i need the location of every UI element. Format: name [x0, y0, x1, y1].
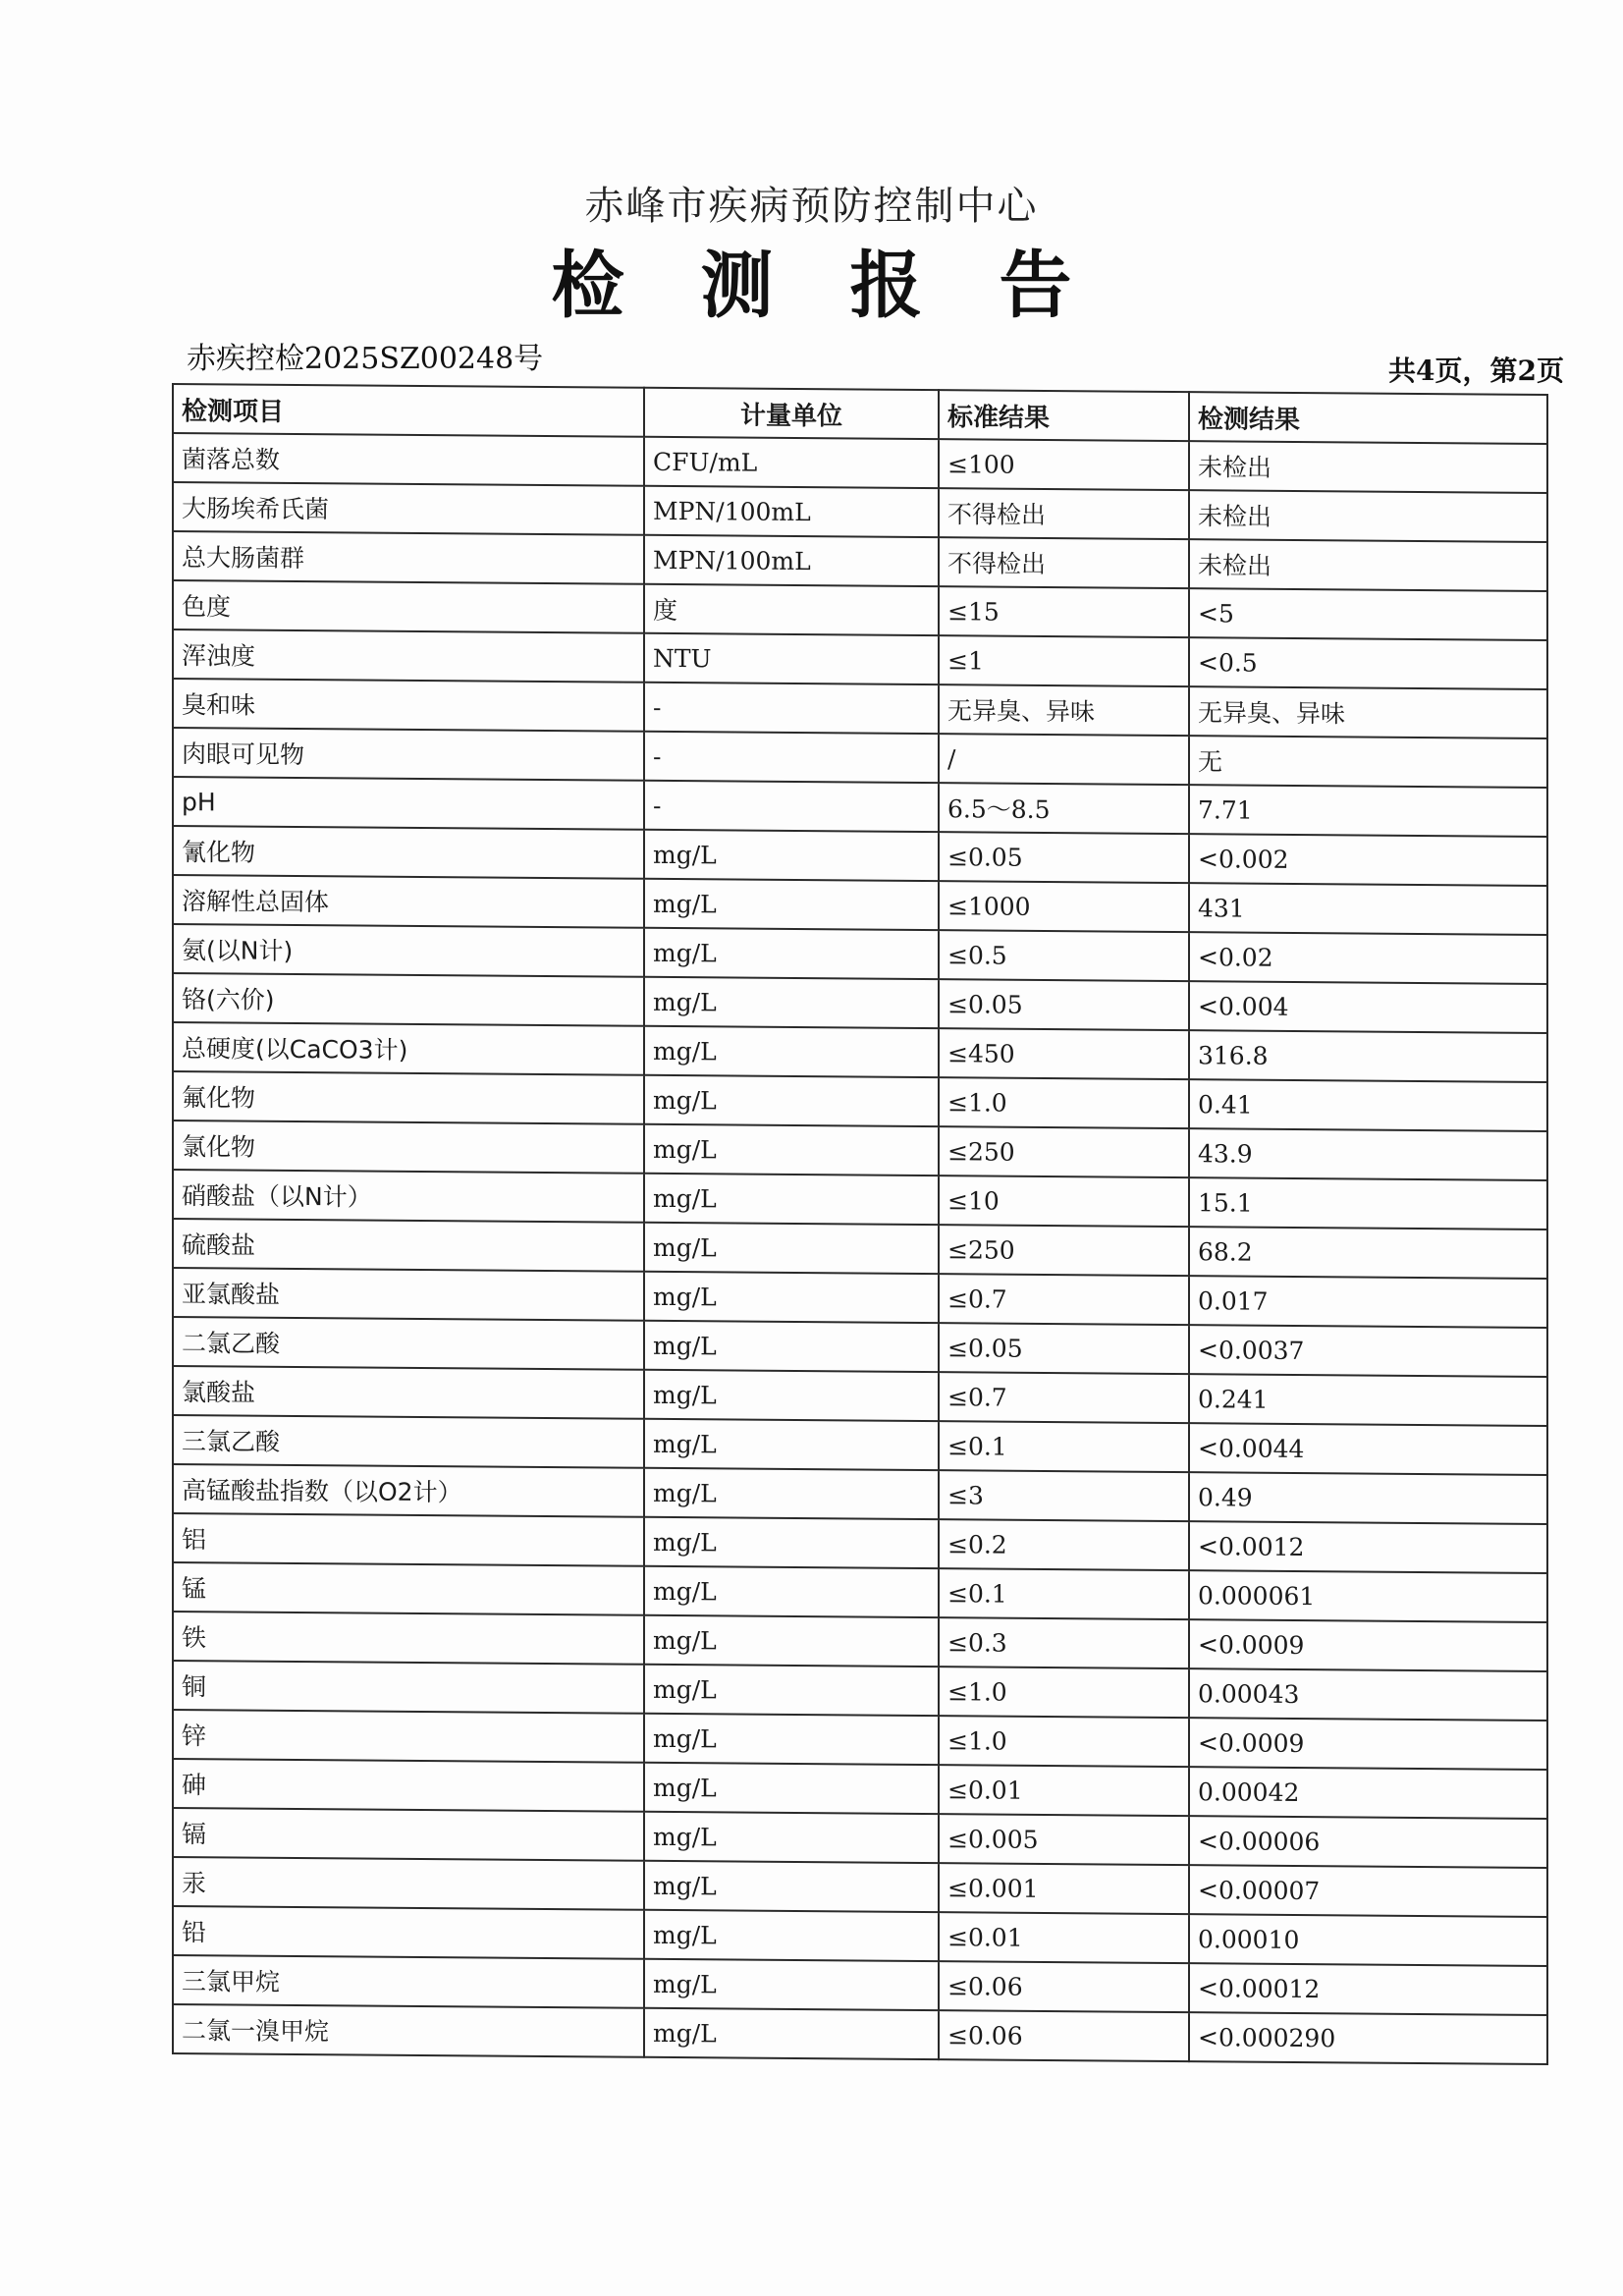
standard-cell: ≤0.05 — [939, 1323, 1189, 1374]
result-cell: <0.0044 — [1189, 1423, 1547, 1475]
item-cell: 汞 — [173, 1857, 644, 1910]
standard-cell: ≤250 — [939, 1225, 1189, 1276]
standard-cell: ≤0.7 — [939, 1274, 1189, 1325]
unit-cell: mg/L — [644, 1812, 939, 1863]
unit-cell: mg/L — [644, 879, 939, 930]
item-cell: 肉眼可见物 — [173, 728, 644, 781]
unit-cell: CFU/mL — [644, 437, 939, 488]
item-cell: 镉 — [173, 1808, 644, 1861]
unit-cell: MPN/100mL — [644, 486, 939, 537]
results-body — [173, 433, 1547, 2064]
item-cell: 二氯乙酸 — [173, 1317, 644, 1370]
result-cell: <0.0009 — [1189, 1718, 1547, 1770]
item-cell: 砷 — [173, 1759, 644, 1812]
unit-cell: - — [644, 683, 939, 734]
standard-cell: ≤0.001 — [939, 1863, 1189, 1914]
unit-cell: mg/L — [644, 1321, 939, 1372]
unit-cell: mg/L — [644, 1517, 939, 1568]
standard-cell: ≤0.2 — [939, 1519, 1189, 1570]
result-cell: 0.241 — [1189, 1374, 1547, 1426]
standard-cell: 不得检出 — [939, 537, 1189, 588]
item-cell: 铜 — [173, 1661, 644, 1714]
result-cell: <0.00012 — [1189, 1963, 1547, 2015]
result-cell: 0.00042 — [1189, 1767, 1547, 1819]
standard-cell: ≤15 — [939, 586, 1189, 637]
standard-cell: ≤1 — [939, 635, 1189, 686]
unit-cell: NTU — [644, 633, 939, 684]
standard-cell: ≤3 — [939, 1470, 1189, 1521]
header-standard: 标准结果 — [939, 390, 1189, 441]
item-cell: 锰 — [173, 1562, 644, 1615]
unit-cell: 度 — [644, 584, 939, 635]
standard-cell: ≤250 — [939, 1126, 1189, 1177]
item-cell: 高锰酸盐指数（以O2计） — [173, 1464, 644, 1517]
organization-name: 赤峰市疾病预防控制中心 — [584, 184, 1039, 229]
standard-cell: ≤0.7 — [939, 1372, 1189, 1423]
result-cell: 0.00043 — [1189, 1668, 1547, 1721]
item-cell: 硝酸盐（以N计） — [173, 1170, 644, 1223]
result-cell: 0.41 — [1189, 1079, 1547, 1131]
standard-cell: ≤1.0 — [939, 1077, 1189, 1128]
unit-cell: mg/L — [644, 1763, 939, 1814]
result-cell: 316.8 — [1189, 1030, 1547, 1082]
result-cell: <0.000290 — [1189, 2012, 1547, 2064]
item-cell: 锌 — [173, 1710, 644, 1763]
result-cell: <0.004 — [1189, 981, 1547, 1033]
item-cell: 二氯一溴甲烷 — [173, 2004, 644, 2057]
results-table — [172, 383, 1548, 2065]
unit-cell: mg/L — [644, 1615, 939, 1667]
result-cell: 未检出 — [1189, 539, 1547, 591]
unit-cell: MPN/100mL — [644, 535, 939, 586]
item-cell: 臭和味 — [173, 679, 644, 732]
item-cell: 菌落总数 — [173, 433, 644, 486]
standard-cell: ≤450 — [939, 1028, 1189, 1079]
unit-cell: mg/L — [644, 1075, 939, 1126]
result-cell: 431 — [1189, 883, 1547, 935]
item-cell: 氟化物 — [173, 1071, 644, 1124]
unit-cell: mg/L — [644, 1861, 939, 1912]
standard-cell: ≤10 — [939, 1175, 1189, 1227]
result-cell: 未检出 — [1189, 490, 1547, 542]
unit-cell: - — [644, 732, 939, 783]
item-cell: 三氯甲烷 — [173, 1955, 644, 2008]
standard-cell: ≤100 — [939, 439, 1189, 490]
item-cell: 总大肠菌群 — [173, 531, 644, 584]
item-cell: 铝 — [173, 1513, 644, 1566]
unit-cell: - — [644, 781, 939, 832]
result-cell: <0.00006 — [1189, 1816, 1547, 1868]
result-cell: <0.0009 — [1189, 1619, 1547, 1671]
standard-cell: ≤0.3 — [939, 1617, 1189, 1668]
page-info: 共4页，第2页 — [1388, 355, 1564, 387]
item-cell: 铬(六价) — [173, 973, 644, 1026]
unit-cell: mg/L — [644, 1959, 939, 2010]
item-cell: 浑浊度 — [173, 629, 644, 683]
result-cell: 68.2 — [1189, 1227, 1547, 1279]
result-cell: <0.0037 — [1189, 1325, 1547, 1377]
standard-cell: 无异臭、异味 — [939, 684, 1189, 736]
unit-cell: mg/L — [644, 1370, 939, 1421]
header-unit: 计量单位 — [644, 388, 939, 439]
result-cell: 15.1 — [1189, 1177, 1547, 1230]
result-cell: 0.000061 — [1189, 1570, 1547, 1622]
report-title: 检测报告 — [551, 244, 1149, 328]
unit-cell: mg/L — [644, 1566, 939, 1617]
standard-cell: ≤0.01 — [939, 1765, 1189, 1816]
result-cell: 43.9 — [1189, 1128, 1547, 1180]
item-cell: 亚氯酸盐 — [173, 1268, 644, 1321]
result-cell: <0.002 — [1189, 834, 1547, 886]
unit-cell: mg/L — [644, 1026, 939, 1077]
item-cell: 大肠埃希氏菌 — [173, 482, 644, 535]
standard-cell: ≤0.1 — [939, 1568, 1189, 1619]
standard-cell: ≤0.05 — [939, 979, 1189, 1030]
item-cell: 氯酸盐 — [173, 1366, 644, 1419]
unit-cell: mg/L — [644, 928, 939, 979]
unit-cell: mg/L — [644, 1174, 939, 1225]
unit-cell: mg/L — [644, 1665, 939, 1716]
standard-cell: 6.5～8.5 — [939, 783, 1189, 834]
item-cell: 氨(以N计) — [173, 924, 644, 977]
item-cell: 三氯乙酸 — [173, 1415, 644, 1468]
table-row — [173, 2004, 1547, 2064]
standard-cell: / — [939, 734, 1189, 785]
standard-cell: ≤1.0 — [939, 1667, 1189, 1718]
unit-cell: mg/L — [644, 1419, 939, 1470]
unit-cell: mg/L — [644, 1272, 939, 1323]
unit-cell: mg/L — [644, 977, 939, 1028]
standard-cell: ≤1.0 — [939, 1716, 1189, 1767]
item-cell: 铁 — [173, 1612, 644, 1665]
standard-cell: ≤0.05 — [939, 832, 1189, 883]
unit-cell: mg/L — [644, 2008, 939, 2059]
item-cell: pH — [173, 777, 644, 830]
unit-cell: mg/L — [644, 1714, 939, 1765]
standard-cell: ≤0.01 — [939, 1912, 1189, 1963]
header-item: 检测项目 — [173, 384, 644, 437]
item-cell: 色度 — [173, 580, 644, 633]
result-cell: <0.02 — [1189, 932, 1547, 984]
unit-cell: mg/L — [644, 1910, 939, 1961]
result-cell: <5 — [1189, 588, 1547, 640]
standard-cell: ≤0.005 — [939, 1814, 1189, 1865]
standard-cell: 不得检出 — [939, 488, 1189, 539]
result-cell: 未检出 — [1189, 441, 1547, 493]
item-cell: 氰化物 — [173, 826, 644, 879]
standard-cell: ≤0.06 — [939, 1961, 1189, 2012]
result-cell: 无异臭、异味 — [1189, 686, 1547, 738]
result-cell: 0.017 — [1189, 1276, 1547, 1328]
unit-cell: mg/L — [644, 830, 939, 881]
item-cell: 溶解性总固体 — [173, 875, 644, 928]
result-cell: 0.00010 — [1189, 1914, 1547, 1966]
header-result: 检测结果 — [1189, 392, 1547, 444]
item-cell: 氯化物 — [173, 1121, 644, 1174]
result-cell: 无 — [1189, 736, 1547, 788]
result-cell: 0.49 — [1189, 1472, 1547, 1524]
unit-cell: mg/L — [644, 1468, 939, 1519]
unit-cell: mg/L — [644, 1124, 939, 1175]
standard-cell: ≤0.06 — [939, 2010, 1189, 2061]
item-cell: 总硬度(以CaCO3计) — [173, 1022, 644, 1075]
result-cell: <0.0012 — [1189, 1521, 1547, 1573]
result-cell: <0.5 — [1189, 637, 1547, 689]
item-cell: 硫酸盐 — [173, 1219, 644, 1272]
result-cell: 7.71 — [1189, 785, 1547, 837]
unit-cell: mg/L — [644, 1223, 939, 1274]
standard-cell: ≤0.5 — [939, 930, 1189, 981]
standard-cell: ≤1000 — [939, 881, 1189, 932]
standard-cell: ≤0.1 — [939, 1421, 1189, 1472]
report-number: 赤疾控检2025SZ00248号 — [187, 342, 544, 376]
result-cell: <0.00007 — [1189, 1865, 1547, 1917]
item-cell: 铅 — [173, 1906, 644, 1959]
